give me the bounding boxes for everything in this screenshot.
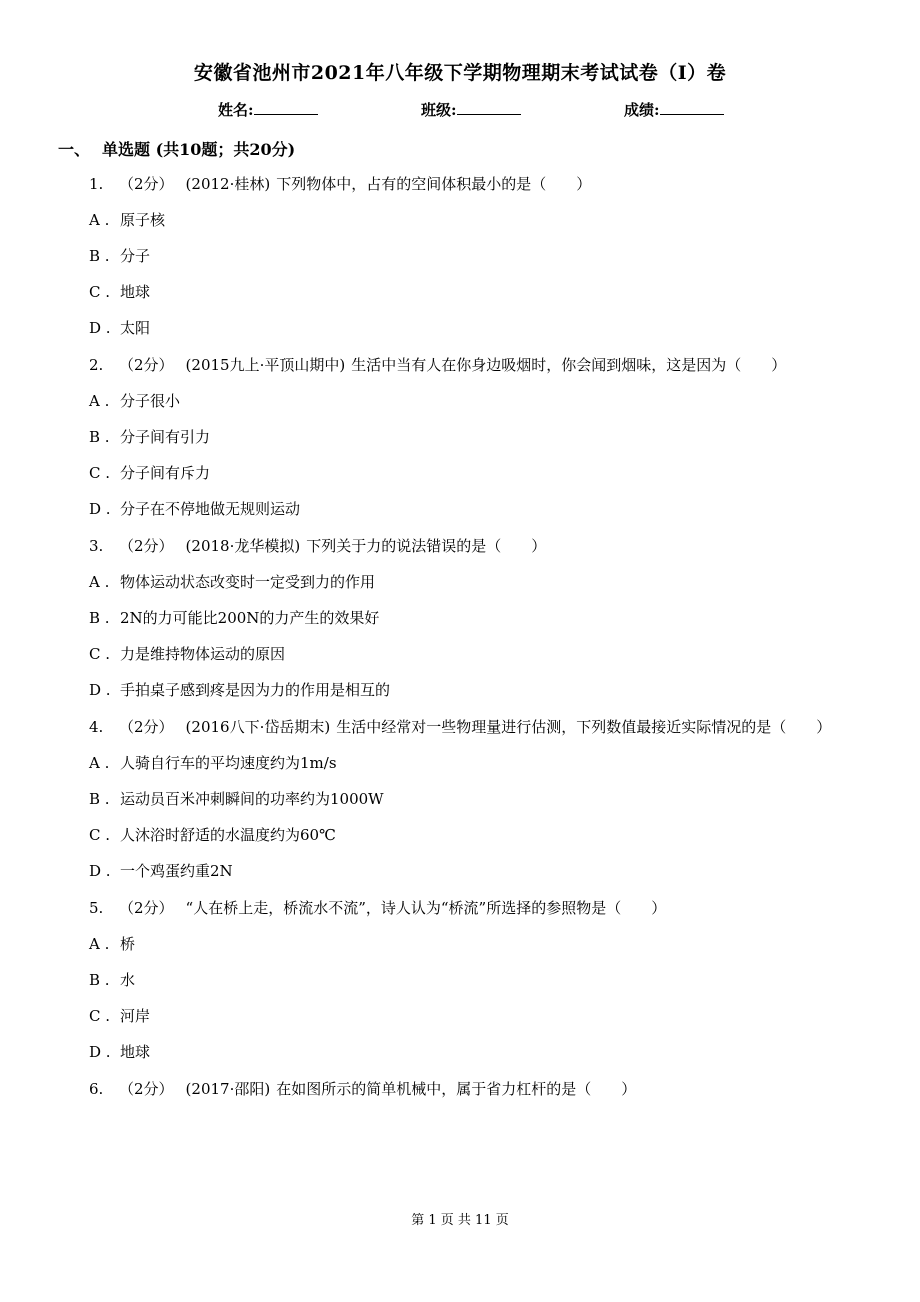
option-item[interactable]: [89, 608, 379, 628]
question-score: （2分）: [119, 175, 174, 193]
section-title: 单选题 (共10题；共20分): [102, 140, 296, 159]
student-info-row: [0, 99, 920, 121]
option-text: 桥: [120, 935, 136, 953]
question-text: 生活中当有人在你身边吸烟时，你会闻到烟味，这是因为（ ）: [351, 356, 787, 374]
question-stem: [89, 174, 591, 194]
option-text: 地球: [120, 1043, 151, 1061]
option-letter: B .: [89, 971, 110, 989]
option-letter: A .: [89, 392, 110, 410]
question-score: （2分）: [119, 356, 174, 374]
option-letter: B .: [89, 247, 110, 265]
option-item[interactable]: [89, 318, 150, 338]
question-text: 在如图所示的简单机械中，属于省力杠杆的是（ ）: [276, 1080, 637, 1098]
option-text: 分子间有引力: [120, 428, 211, 446]
name-field: [218, 99, 318, 120]
option-text: 原子核: [120, 211, 166, 229]
option-letter: D .: [89, 1043, 111, 1061]
question-stem: [89, 898, 666, 918]
option-letter: D .: [89, 319, 111, 337]
option-item[interactable]: [89, 753, 337, 773]
option-item[interactable]: [89, 1006, 150, 1026]
page-footer: 第 1 页 共 11 页: [411, 1213, 509, 1228]
option-text: 分子: [120, 247, 151, 265]
option-text: 分子在不停地做无规则运动: [120, 500, 301, 518]
option-text: 人骑自行车的平均速度约为1m/s: [120, 754, 337, 772]
option-text: 人沐浴时舒适的水温度约为60℃: [120, 826, 336, 844]
score-label: 成绩:: [624, 101, 660, 119]
section-number: 一、: [58, 140, 91, 159]
option-letter: A .: [89, 573, 110, 591]
option-letter: C .: [89, 826, 111, 844]
question-number: 5.: [89, 899, 104, 917]
question-source: (2017·邵阳): [185, 1080, 271, 1098]
question-stem: [89, 536, 546, 556]
option-letter: C .: [89, 1007, 111, 1025]
option-letter: B .: [89, 790, 110, 808]
question-number: 3.: [89, 537, 104, 555]
option-item[interactable]: [89, 246, 150, 266]
question-text: 下列关于力的说法错误的是（ ）: [306, 537, 547, 555]
option-item[interactable]: [89, 210, 165, 230]
score-blank[interactable]: [660, 100, 724, 115]
question-score: （2分）: [119, 899, 174, 917]
option-text: 物体运动状态改变时一定受到力的作用: [120, 573, 376, 591]
option-letter: A .: [89, 211, 110, 229]
question-score: （2分）: [119, 1080, 174, 1098]
question-text: “人在桥上走，桥流水不流”，诗人认为“桥流”所选择的参照物是（ ）: [185, 899, 667, 917]
question-number: 4.: [89, 718, 104, 736]
option-letter: D .: [89, 500, 111, 518]
question-score: （2分）: [119, 718, 174, 736]
option-item[interactable]: [89, 282, 150, 302]
option-item[interactable]: [89, 391, 180, 411]
option-text: 手拍桌子感到疼是因为力的作用是相互的: [120, 681, 391, 699]
option-text: 地球: [120, 283, 151, 301]
question-number: 2.: [89, 356, 104, 374]
option-letter: A .: [89, 754, 110, 772]
option-text: 运动员百米冲刺瞬间的功率约为1000W: [120, 790, 384, 808]
question-number: 6.: [89, 1080, 104, 1098]
class-blank[interactable]: [457, 100, 521, 115]
option-letter: B .: [89, 428, 110, 446]
option-letter: C .: [89, 645, 111, 663]
question-text: 生活中经常对一些物理量进行估测，下列数值最接近实际情况的是（ ）: [336, 718, 832, 736]
question-text: 下列物体中，占有的空间体积最小的是（ ）: [276, 175, 592, 193]
score-field: [624, 99, 724, 120]
option-text: 2N的力可能比200N的力产生的效果好: [120, 609, 380, 627]
option-item[interactable]: [89, 644, 285, 664]
option-letter: C .: [89, 283, 111, 301]
option-letter: B .: [89, 609, 110, 627]
option-item[interactable]: [89, 789, 384, 809]
question-stem: [89, 717, 831, 737]
option-text: 分子很小: [120, 392, 181, 410]
option-text: 河岸: [120, 1007, 151, 1025]
section-heading: [58, 137, 295, 160]
option-text: 太阳: [120, 319, 151, 337]
question-stem: [89, 355, 786, 375]
option-text: 力是维持物体运动的原因: [120, 645, 286, 663]
option-item[interactable]: [89, 970, 135, 990]
option-text: 水: [120, 971, 136, 989]
option-item[interactable]: [89, 499, 300, 519]
option-letter: D .: [89, 681, 111, 699]
option-item[interactable]: [89, 680, 390, 700]
option-item[interactable]: [89, 934, 135, 954]
class-label: 班级:: [421, 101, 457, 119]
option-letter: A .: [89, 935, 110, 953]
question-number: 1.: [89, 175, 104, 193]
page-title: 安徽省池州市2021年八年级下学期物理期末考试试卷（I）卷: [193, 62, 727, 84]
option-item[interactable]: [89, 572, 375, 592]
question-score: （2分）: [119, 537, 174, 555]
option-letter: D .: [89, 862, 111, 880]
option-item[interactable]: [89, 861, 233, 881]
question-source: (2015九上·平顶山期中): [185, 356, 346, 374]
question-source: (2016八下·岱岳期末): [185, 718, 331, 736]
class-field: [421, 99, 521, 120]
option-item[interactable]: [89, 427, 210, 447]
option-letter: C .: [89, 464, 111, 482]
question-source: (2018·龙华模拟): [185, 537, 301, 555]
name-label: 姓名:: [218, 101, 254, 119]
name-blank[interactable]: [254, 100, 318, 115]
option-item[interactable]: [89, 825, 336, 845]
option-item[interactable]: [89, 1042, 150, 1062]
option-item[interactable]: [89, 463, 210, 483]
question-stem: [89, 1079, 636, 1099]
option-text: 一个鸡蛋约重2N: [120, 862, 233, 880]
option-text: 分子间有斥力: [120, 464, 211, 482]
question-source: (2012·桂林): [185, 175, 271, 193]
